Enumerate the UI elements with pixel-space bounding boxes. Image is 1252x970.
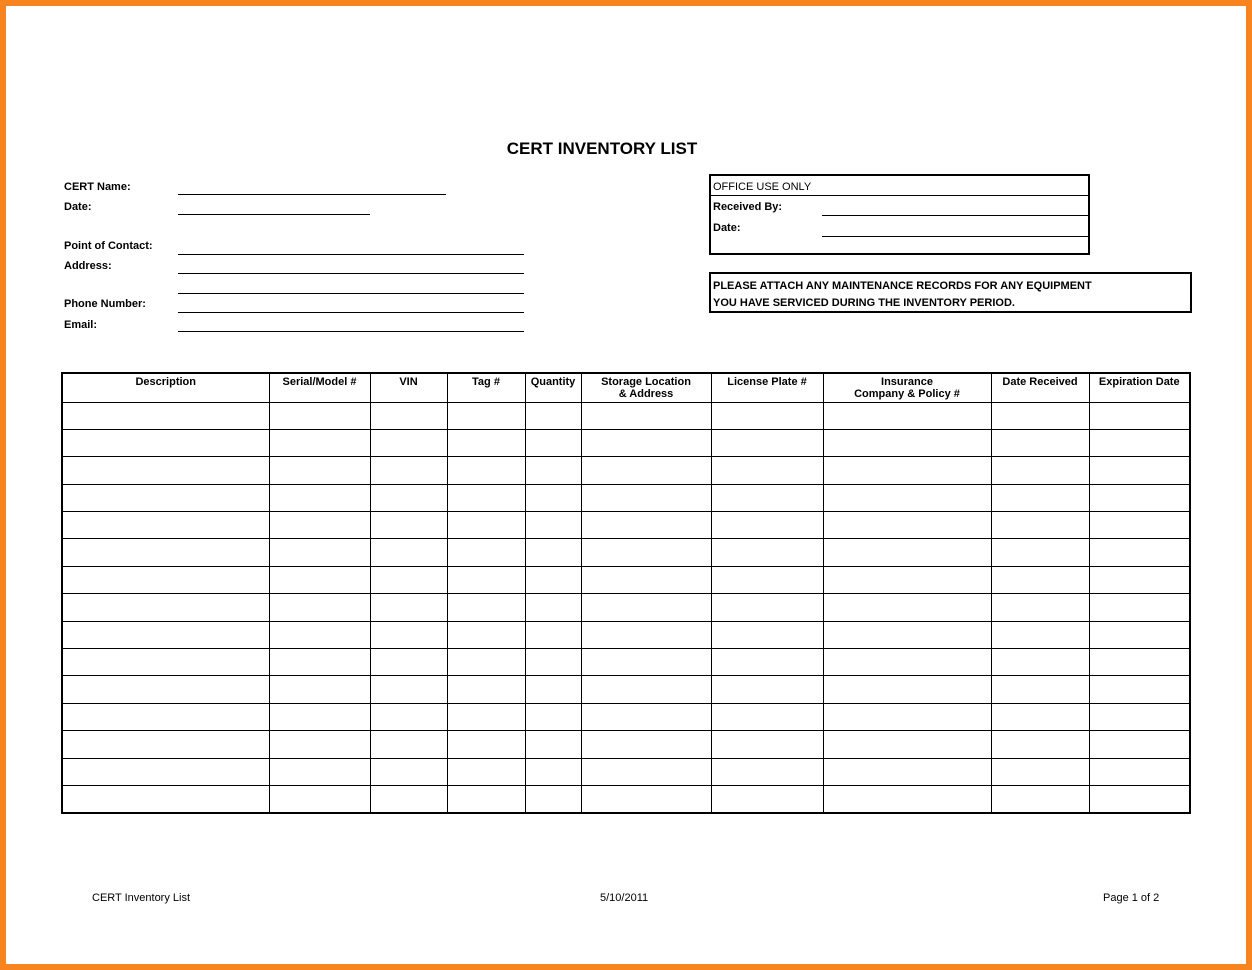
- table-cell[interactable]: [269, 429, 370, 456]
- table-cell[interactable]: [62, 566, 269, 593]
- date-field[interactable]: [178, 214, 370, 215]
- table-cell[interactable]: [581, 703, 711, 730]
- table-cell[interactable]: [581, 484, 711, 511]
- table-cell[interactable]: [62, 649, 269, 676]
- maintenance-notice-box: [709, 272, 1192, 313]
- table-cell[interactable]: [823, 429, 991, 456]
- table-cell[interactable]: [525, 649, 581, 676]
- table-row: [62, 703, 1190, 730]
- table-cell[interactable]: [711, 703, 823, 730]
- table-cell[interactable]: [823, 484, 991, 511]
- table-cell[interactable]: [581, 785, 711, 812]
- table-cell[interactable]: [823, 512, 991, 539]
- table-cell[interactable]: [370, 402, 447, 429]
- table-cell[interactable]: [447, 731, 525, 758]
- table-cell[interactable]: [447, 785, 525, 812]
- table-cell[interactable]: [370, 731, 447, 758]
- table-cell[interactable]: [991, 785, 1089, 812]
- table-cell[interactable]: [447, 457, 525, 484]
- table-cell[interactable]: [823, 402, 991, 429]
- table-cell[interactable]: [581, 402, 711, 429]
- table-cell[interactable]: [991, 429, 1089, 456]
- table-cell[interactable]: [447, 621, 525, 648]
- table-cell[interactable]: [823, 566, 991, 593]
- table-cell[interactable]: [1089, 731, 1190, 758]
- table-cell[interactable]: [581, 676, 711, 703]
- table-cell[interactable]: [581, 731, 711, 758]
- table-cell[interactable]: [1089, 457, 1190, 484]
- phone-number-field[interactable]: [178, 312, 524, 313]
- cert-name-field[interactable]: [178, 194, 446, 195]
- table-cell[interactable]: [823, 621, 991, 648]
- table-row: [62, 539, 1190, 566]
- table-cell[interactable]: [711, 594, 823, 621]
- footer-page-number: Page 1 of 2: [1103, 892, 1160, 904]
- phone-number-label: Phone Number:: [64, 298, 146, 310]
- table-cell[interactable]: [525, 731, 581, 758]
- table-header-row: [62, 373, 1190, 402]
- table-cell[interactable]: [711, 457, 823, 484]
- table-cell[interactable]: [62, 512, 269, 539]
- table-cell[interactable]: [711, 676, 823, 703]
- table-cell[interactable]: [62, 703, 269, 730]
- table-cell[interactable]: [581, 758, 711, 785]
- table-cell[interactable]: [525, 539, 581, 566]
- table-cell[interactable]: [447, 512, 525, 539]
- table-cell[interactable]: [269, 512, 370, 539]
- table-cell[interactable]: [62, 539, 269, 566]
- table-cell[interactable]: [370, 484, 447, 511]
- table-cell[interactable]: [823, 594, 991, 621]
- table-cell[interactable]: [581, 429, 711, 456]
- table-cell[interactable]: [269, 758, 370, 785]
- table-cell[interactable]: [269, 649, 370, 676]
- page-title: CERT INVENTORY LIST: [506, 139, 698, 158]
- table-cell[interactable]: [269, 703, 370, 730]
- table-cell[interactable]: [991, 457, 1089, 484]
- table-cell[interactable]: [991, 731, 1089, 758]
- table-cell[interactable]: [525, 703, 581, 730]
- table-cell[interactable]: [62, 484, 269, 511]
- table-cell[interactable]: [711, 785, 823, 812]
- table-row: [62, 594, 1190, 621]
- table-cell[interactable]: [62, 402, 269, 429]
- email-label: Email:: [64, 319, 98, 331]
- footer-date: 5/10/2011: [600, 892, 649, 904]
- table-cell[interactable]: [370, 539, 447, 566]
- table-cell[interactable]: [525, 676, 581, 703]
- table-cell[interactable]: [269, 785, 370, 812]
- cert-name-label: CERT Name:: [64, 181, 131, 193]
- table-cell[interactable]: [823, 785, 991, 812]
- date-label: Date:: [64, 201, 92, 213]
- table-cell[interactable]: [711, 758, 823, 785]
- table-cell[interactable]: [711, 731, 823, 758]
- office-date-field[interactable]: [822, 236, 1088, 237]
- table-cell[interactable]: [447, 484, 525, 511]
- table-cell[interactable]: [525, 621, 581, 648]
- table-cell[interactable]: [1089, 649, 1190, 676]
- table-cell[interactable]: [447, 758, 525, 785]
- table-cell[interactable]: [525, 594, 581, 621]
- table-cell[interactable]: [991, 484, 1089, 511]
- table-cell[interactable]: [370, 429, 447, 456]
- table-cell[interactable]: [991, 703, 1089, 730]
- table-cell[interactable]: [823, 676, 991, 703]
- table-row: [62, 484, 1190, 511]
- table-cell[interactable]: [370, 512, 447, 539]
- address-label: Address:: [64, 260, 112, 272]
- table-cell[interactable]: [269, 676, 370, 703]
- table-cell[interactable]: [370, 676, 447, 703]
- table-cell[interactable]: [370, 785, 447, 812]
- col-header-serial-model: Serial/Model #: [269, 373, 370, 402]
- table-row: [62, 621, 1190, 648]
- table-cell[interactable]: [370, 621, 447, 648]
- table-cell[interactable]: [370, 594, 447, 621]
- table-cell[interactable]: [370, 758, 447, 785]
- table-cell[interactable]: [269, 402, 370, 429]
- table-cell[interactable]: [447, 649, 525, 676]
- table-cell[interactable]: [581, 621, 711, 648]
- table-cell[interactable]: [991, 402, 1089, 429]
- document-page: [6, 6, 1246, 964]
- table-cell[interactable]: [823, 703, 991, 730]
- table-cell[interactable]: [1089, 402, 1190, 429]
- table-cell[interactable]: [1089, 539, 1190, 566]
- office-use-box: [709, 174, 1090, 255]
- notice-line-1: PLEASE ATTACH ANY MAINTENANCE RECORDS FOR ANY EQUIPMENT: [713, 280, 1092, 292]
- table-cell[interactable]: [62, 758, 269, 785]
- table-row: [62, 676, 1190, 703]
- col-header-vin: VIN: [370, 373, 447, 402]
- table-cell[interactable]: [581, 566, 711, 593]
- table-row: [62, 566, 1190, 593]
- table-row: [62, 649, 1190, 676]
- table-cell[interactable]: [62, 785, 269, 812]
- table-cell[interactable]: [447, 703, 525, 730]
- table-cell[interactable]: [711, 402, 823, 429]
- col-header-insurance: Insurance Company & Policy #: [823, 373, 991, 402]
- table-cell[interactable]: [62, 676, 269, 703]
- table-cell[interactable]: [581, 594, 711, 621]
- table-cell[interactable]: [823, 731, 991, 758]
- table-cell[interactable]: [370, 457, 447, 484]
- table-cell[interactable]: [581, 457, 711, 484]
- table-cell[interactable]: [269, 539, 370, 566]
- table-cell[interactable]: [581, 539, 711, 566]
- table-cell[interactable]: [447, 539, 525, 566]
- inventory-table-body: [62, 402, 1190, 813]
- table-cell[interactable]: [581, 649, 711, 676]
- col-header-tag: Tag #: [447, 373, 525, 402]
- table-cell[interactable]: [525, 758, 581, 785]
- received-by-label: Received By:: [713, 201, 783, 213]
- notice-line-2: YOU HAVE SERVICED DURING THE INVENTORY PERIOD.: [713, 297, 1015, 309]
- address-field-line-2[interactable]: [178, 293, 524, 294]
- table-cell[interactable]: [991, 621, 1089, 648]
- table-cell[interactable]: [62, 457, 269, 484]
- table-row: [62, 457, 1190, 484]
- table-cell[interactable]: [62, 621, 269, 648]
- table-cell[interactable]: [823, 758, 991, 785]
- table-row: [62, 758, 1190, 785]
- table-cell[interactable]: [1089, 703, 1190, 730]
- table-row: [62, 429, 1190, 456]
- table-cell[interactable]: [525, 457, 581, 484]
- table-cell[interactable]: [62, 731, 269, 758]
- table-cell[interactable]: [1089, 512, 1190, 539]
- table-cell[interactable]: [991, 758, 1089, 785]
- point-of-contact-field[interactable]: [178, 254, 524, 255]
- office-use-divider-1: [711, 195, 1088, 196]
- table-cell[interactable]: [447, 402, 525, 429]
- table-cell[interactable]: [991, 566, 1089, 593]
- table-cell[interactable]: [370, 566, 447, 593]
- table-cell[interactable]: [991, 594, 1089, 621]
- table-row: [62, 785, 1190, 812]
- table-row: [62, 731, 1190, 758]
- table-cell[interactable]: [370, 649, 447, 676]
- table-cell[interactable]: [1089, 429, 1190, 456]
- table-cell[interactable]: [525, 785, 581, 812]
- point-of-contact-label: Point of Contact:: [64, 240, 153, 252]
- table-cell[interactable]: [1089, 758, 1190, 785]
- table-cell[interactable]: [1089, 785, 1190, 812]
- table-cell[interactable]: [991, 539, 1089, 566]
- inventory-table: [61, 372, 1191, 814]
- col-header-description: Description: [62, 373, 269, 402]
- table-row: [62, 512, 1190, 539]
- office-use-heading: OFFICE USE ONLY: [713, 181, 812, 193]
- table-cell[interactable]: [823, 649, 991, 676]
- table-cell[interactable]: [1089, 594, 1190, 621]
- table-cell[interactable]: [525, 566, 581, 593]
- table-cell[interactable]: [525, 429, 581, 456]
- col-header-expiration-date: Expiration Date: [1089, 373, 1190, 402]
- address-field-line-1[interactable]: [178, 273, 524, 274]
- table-cell[interactable]: [525, 402, 581, 429]
- table-cell[interactable]: [269, 594, 370, 621]
- table-row: [62, 402, 1190, 429]
- table-cell[interactable]: [1089, 621, 1190, 648]
- table-cell[interactable]: [269, 731, 370, 758]
- table-cell[interactable]: [269, 457, 370, 484]
- table-cell[interactable]: [823, 539, 991, 566]
- office-date-label: Date:: [713, 222, 741, 234]
- table-cell[interactable]: [62, 429, 269, 456]
- table-cell[interactable]: [581, 512, 711, 539]
- table-cell[interactable]: [447, 676, 525, 703]
- table-cell[interactable]: [1089, 676, 1190, 703]
- table-cell[interactable]: [525, 512, 581, 539]
- table-cell[interactable]: [1089, 566, 1190, 593]
- table-cell[interactable]: [823, 457, 991, 484]
- table-cell[interactable]: [711, 512, 823, 539]
- table-cell[interactable]: [991, 676, 1089, 703]
- table-cell[interactable]: [269, 484, 370, 511]
- col-header-quantity: Quantity: [525, 373, 581, 402]
- col-header-date-received: Date Received: [991, 373, 1089, 402]
- table-cell[interactable]: [711, 621, 823, 648]
- table-cell[interactable]: [711, 484, 823, 511]
- table-cell[interactable]: [269, 566, 370, 593]
- table-cell[interactable]: [991, 512, 1089, 539]
- col-header-license-plate: License Plate #: [711, 373, 823, 402]
- table-cell[interactable]: [991, 649, 1089, 676]
- table-cell[interactable]: [269, 621, 370, 648]
- table-cell[interactable]: [711, 539, 823, 566]
- table-cell[interactable]: [711, 566, 823, 593]
- table-cell[interactable]: [711, 649, 823, 676]
- received-by-field[interactable]: [822, 215, 1088, 216]
- table-cell[interactable]: [447, 566, 525, 593]
- table-cell[interactable]: [1089, 484, 1190, 511]
- email-field[interactable]: [178, 331, 524, 332]
- table-cell[interactable]: [711, 429, 823, 456]
- table-cell[interactable]: [447, 429, 525, 456]
- table-cell[interactable]: [525, 484, 581, 511]
- table-cell[interactable]: [447, 594, 525, 621]
- table-cell[interactable]: [370, 703, 447, 730]
- col-header-storage-location: Storage Location & Address: [581, 373, 711, 402]
- table-cell[interactable]: [62, 594, 269, 621]
- footer-doc-name: CERT Inventory List: [92, 892, 191, 904]
